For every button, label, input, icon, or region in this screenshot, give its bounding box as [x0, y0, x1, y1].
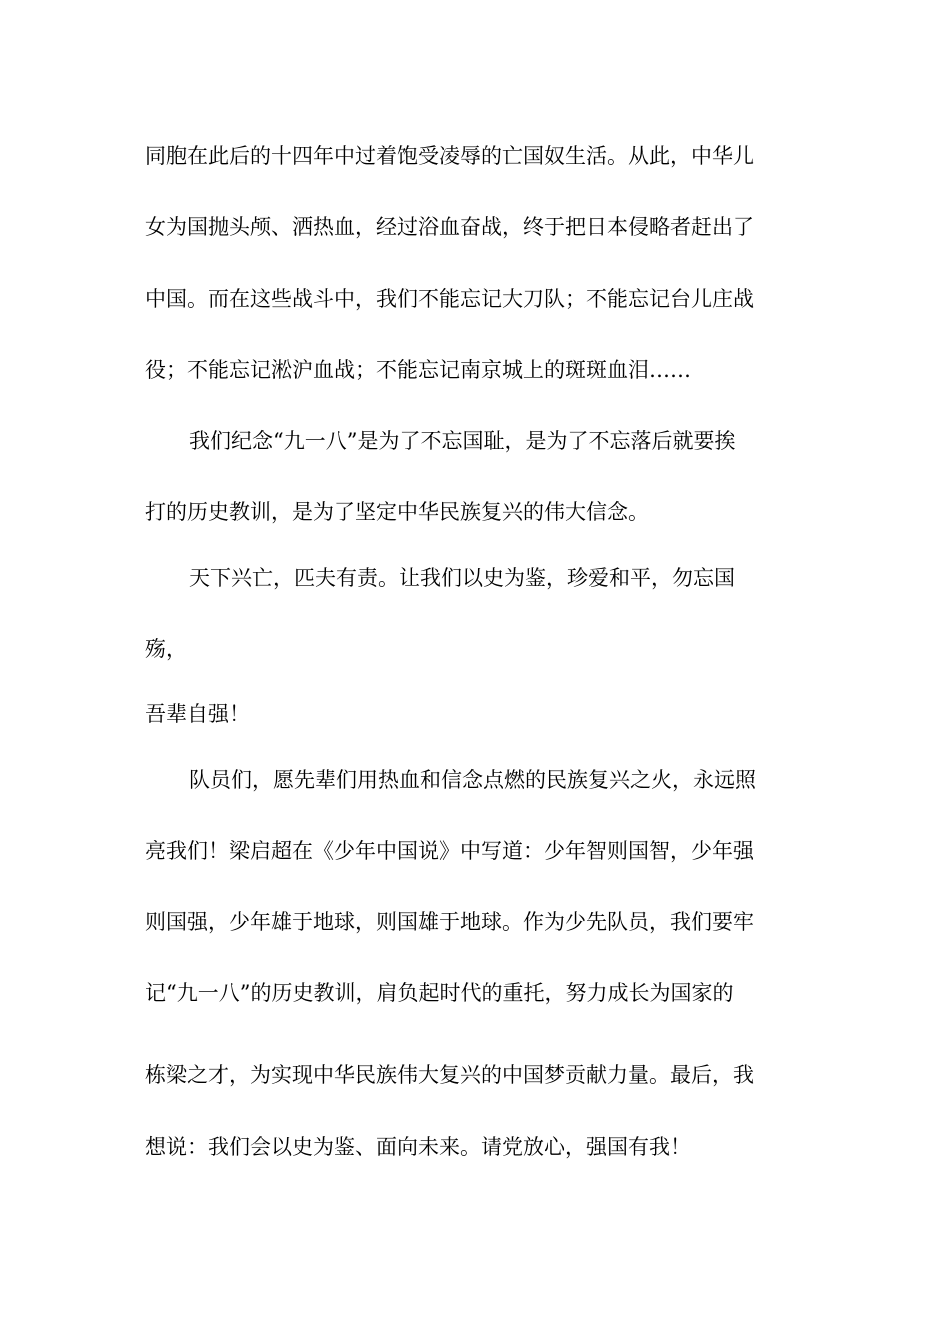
text-line-14: 栋梁之才，为实现中华民族伟大复兴的中国梦贡献力量。最后，我	[145, 1063, 754, 1087]
text-line-7: 天下兴亡，匹夫有责。让我们以史为鉴，珍爱和平，勿忘国	[189, 566, 735, 590]
text-line-1: 同胞在此后的十四年中过着饱受凌辱的亡国奴生活。从此，中华儿	[145, 144, 754, 168]
text-line-4: 役；不能忘记淞沪血战；不能忘记南京城上的斑斑血泪……	[145, 358, 691, 382]
text-line-3: 中国。而在这些战斗中，我们不能忘记大刀队；不能忘记台儿庄战	[145, 287, 754, 311]
text-line-12: 则国强，少年雄于地球，则国雄于地球。作为少先队员，我们要牢	[145, 910, 754, 934]
text-line-8: 殇，	[145, 637, 187, 661]
text-line-13: 记“九一八”的历史教训，肩负起时代的重托，努力成长为国家的	[145, 981, 734, 1005]
text-line-9: 吾辈自强！	[145, 702, 250, 726]
text-line-2: 女为国抛头颅、洒热血，经过浴血奋战，终于把日本侵略者赶出了	[145, 215, 754, 239]
text-line-10: 队员们，愿先辈们用热血和信念点燃的民族复兴之火，永远照	[189, 768, 756, 792]
text-line-6: 打的历史教训，是为了坚定中华民族复兴的伟大信念。	[145, 500, 649, 524]
text-line-15: 想说：我们会以史为鉴、面向未来。请党放心，强国有我！	[145, 1135, 691, 1159]
text-line-5: 我们纪念“九一八”是为了不忘国耻，是为了不忘落后就要挨	[189, 429, 736, 453]
text-line-11: 亮我们！梁启超在《少年中国说》中写道：少年智则国智，少年强	[145, 839, 754, 863]
